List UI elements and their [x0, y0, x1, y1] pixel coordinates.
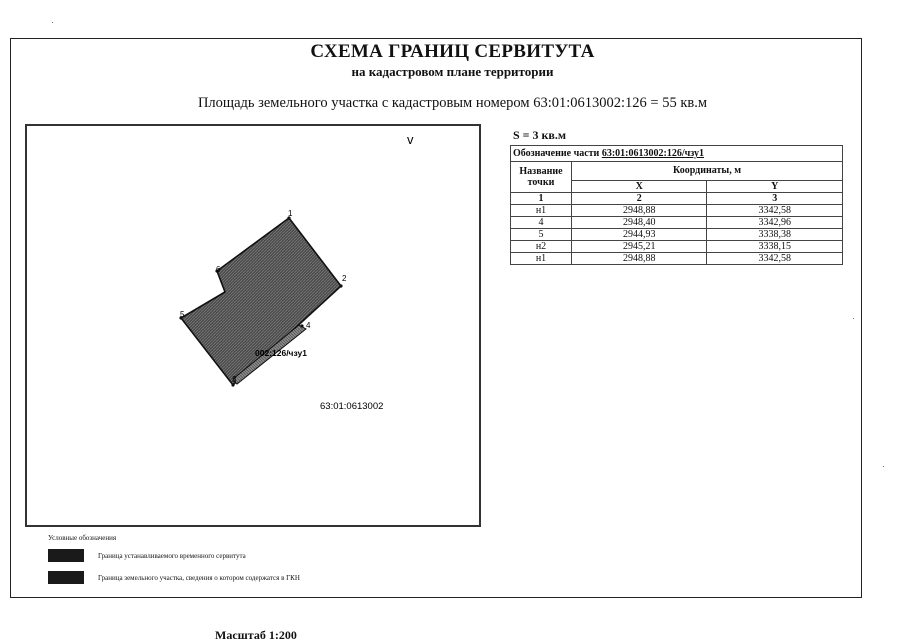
legend-swatch-parcel	[48, 571, 84, 584]
point-x: 2945,21	[572, 241, 707, 253]
point-x: 2944,93	[572, 229, 707, 241]
legend-label-parcel: Граница земельного участка, сведения о котором содержатся в ГКН	[98, 574, 300, 582]
col-num-2: 2	[572, 193, 707, 205]
legend-label-servitude: Граница устанавливаемого временного сервитута	[98, 552, 246, 560]
part-number: 63:01:0613002:126/чзу1	[601, 148, 705, 159]
map-drawing	[27, 126, 479, 525]
col-num-1: 1	[511, 193, 572, 205]
point-y: 3342,96	[707, 217, 843, 229]
legend-swatch-servitude	[48, 549, 84, 562]
point-label-5: 5	[180, 310, 185, 319]
col-point-name: Название точки	[511, 162, 572, 193]
point-x: 2948,40	[572, 217, 707, 229]
servitude-area: S = 3 кв.м	[513, 128, 567, 142]
legend-title: Условные обозначения	[48, 534, 117, 542]
point-x: 2948,88	[572, 253, 707, 265]
point-name: 5	[511, 229, 572, 241]
point-label-3: 3	[232, 375, 237, 384]
table-row	[511, 205, 843, 217]
table-row	[511, 229, 843, 241]
table-row	[511, 217, 843, 229]
point-y: 3338,38	[707, 229, 843, 241]
col-y: Y	[707, 180, 843, 192]
table-row	[511, 253, 843, 265]
north-arrow-icon: v	[407, 132, 414, 147]
area-statement: Площадь земельного участка с кадастровым номером 63:01:0613002:126 = 55 кв.м	[197, 95, 708, 111]
page-subtitle: на кадастровом плане территории	[351, 64, 554, 79]
point-label-4: 4	[306, 321, 311, 330]
point-name: 4	[511, 217, 572, 229]
col-x: X	[572, 180, 707, 192]
part-designation-label: Обозначение части	[513, 148, 600, 159]
scan-speck	[52, 22, 53, 23]
point-y: 3338,15	[707, 241, 843, 253]
vertex-marker	[300, 324, 303, 327]
point-y: 3342,58	[707, 205, 843, 217]
point-name: н2	[511, 241, 572, 253]
parcel-label: 002:126/чзу1	[255, 348, 307, 358]
point-x: 2948,88	[572, 205, 707, 217]
point-label-2: 2	[342, 274, 347, 283]
point-name: н1	[511, 253, 572, 265]
point-name: н1	[511, 205, 572, 217]
coordinates-table	[510, 145, 843, 265]
scan-speck	[883, 466, 884, 467]
point-label-1: 1	[288, 209, 293, 218]
block-label: 63:01:0613002	[320, 401, 384, 412]
part-designation	[511, 146, 843, 162]
col-coordinates: Координаты, м	[572, 162, 843, 181]
page-title: СХЕМА ГРАНИЦ СЕРВИТУТА	[310, 41, 595, 62]
scan-speck	[853, 318, 854, 319]
point-label-6: 6	[216, 265, 221, 274]
table-row	[511, 241, 843, 253]
map-scale: Масштаб 1:200	[215, 628, 297, 642]
point-y: 3342,58	[707, 253, 843, 265]
col-num-3: 3	[707, 193, 843, 205]
vertex-marker	[339, 284, 342, 287]
